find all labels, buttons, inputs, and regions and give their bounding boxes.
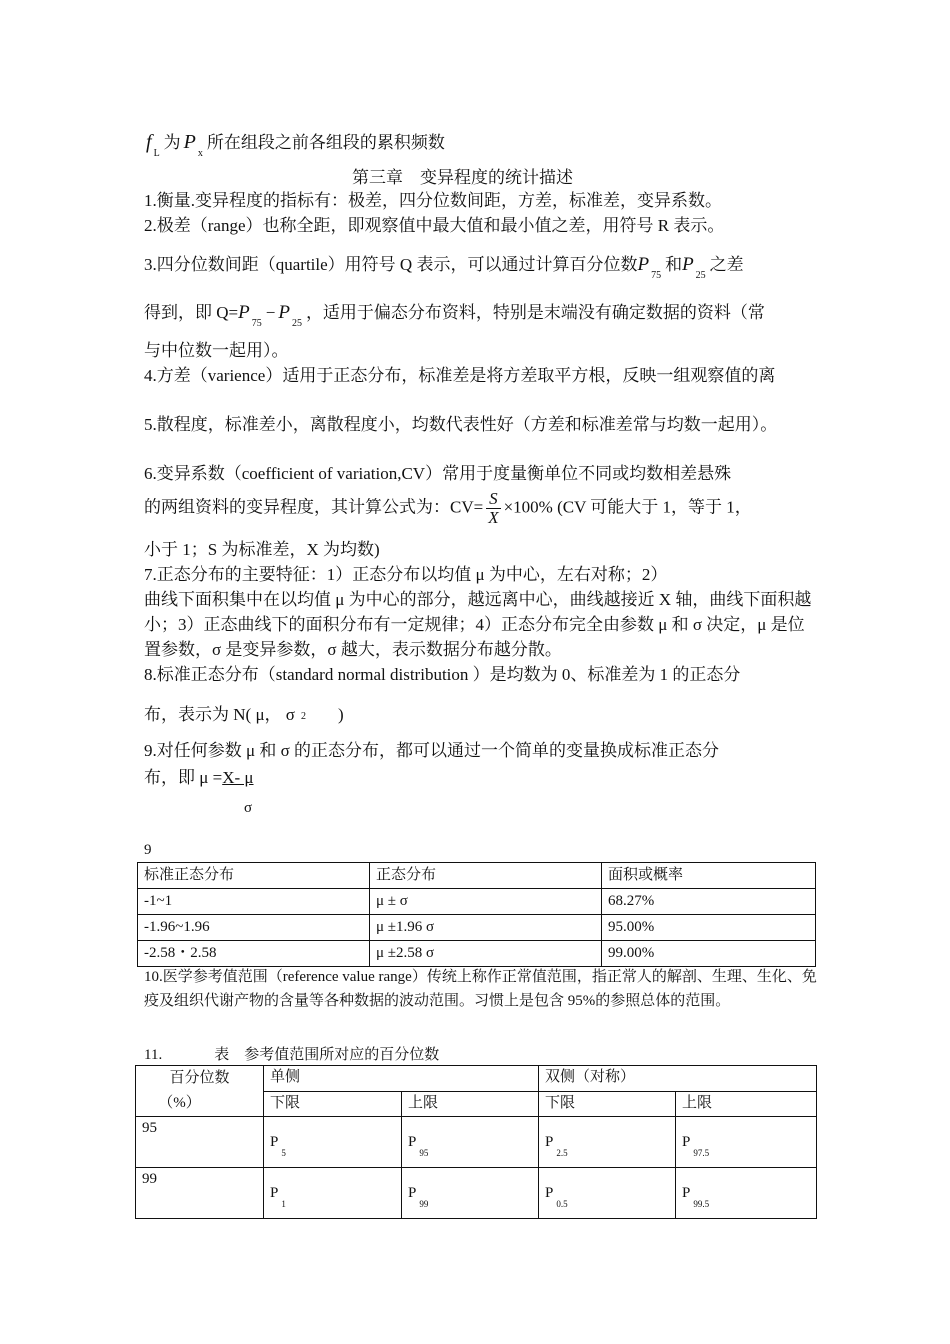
item-7-body: 曲线下面积集中在以均值 μ 为中心的部分，越远离中心，曲线越接近 X 轴，曲线下面积越小；3）正态曲线下的面积分布有一定规律；4）正态分布完全由参数 μ 和 σ 决定，μ 是位置参数，σ 是变异参数，σ 越大，表示数据分布越分散。 — [144, 590, 812, 659]
percentile-header-label: 百分位数 — [169, 1070, 230, 1086]
p-symbol: P — [408, 1134, 417, 1150]
item-10: 10.医学参考值范围（reference value range）传统上称作正常值范围，指正常人的解剖、生理、生化、免疫及组织代谢产物的含量等各种数据的波动范围。习惯上是包含 95%的参照总体的范围。 — [144, 969, 817, 1009]
table-cell: 95.00% — [602, 915, 816, 941]
p-subscript: 97.5 — [693, 1148, 710, 1158]
table-cell — [539, 1168, 676, 1219]
item-1: 1.衡量.变异程度的指标有：极差，四分位数间距，方差，标准差，变异系数。 — [144, 191, 722, 210]
table-cell: μ ± σ — [370, 889, 602, 915]
table-cell — [402, 1168, 539, 1219]
table-cell — [539, 1117, 676, 1168]
item-3b-rest: ，适用于偏态分布资料，特别是末端没有确定数据的资料（常 — [305, 303, 765, 322]
item-11-number: 11. — [144, 1047, 163, 1063]
table-row — [138, 915, 816, 941]
f-subscript: L — [153, 148, 160, 159]
chapter-title: 第三章 变异程度的统计描述 — [352, 168, 573, 187]
table-cell — [676, 1117, 817, 1168]
table-cell — [264, 1168, 402, 1219]
table-cell: μ ±1.96 σ — [370, 915, 602, 941]
table1-header-row — [138, 863, 816, 889]
item-9-line2 — [144, 763, 254, 788]
cv-numerator: S — [486, 490, 500, 509]
table-cell: 99.00% — [602, 941, 816, 967]
table-cell — [264, 1117, 402, 1168]
item-3-he: 和 — [665, 255, 683, 274]
p-symbol: P — [183, 131, 196, 153]
item-2: 2.极差（range）也称全距，即观察值中最大值和最小值之差，用符号 R 表示。 — [144, 216, 725, 235]
single-upper-header: 上限 — [402, 1092, 539, 1117]
item-6-line3: 小于 1；S 为标准差，X 为均数) — [144, 540, 380, 559]
top-line — [146, 128, 445, 159]
p-subscript: 5 — [281, 1148, 286, 1158]
table-cell: -1~1 — [138, 889, 370, 915]
single-sided-header: 单侧 — [264, 1066, 539, 1092]
p75-subscript: 75 — [651, 270, 662, 281]
table-cell: -1.96~1.96 — [138, 915, 370, 941]
p-symbol: P — [270, 1134, 279, 1150]
p25-subscript-2: 25 — [291, 318, 302, 329]
table2-header-row1 — [136, 1066, 817, 1092]
percentile-cell: 99 — [136, 1168, 264, 1219]
p75-symbol: P — [637, 254, 650, 275]
table-cell — [676, 1168, 817, 1219]
item-6b-text: 的两组资料的变异程度，其计算公式为：CV= — [144, 497, 484, 517]
p25-symbol: P — [682, 254, 694, 275]
double-sided-header: 双侧（对称） — [539, 1066, 817, 1092]
item-6b-rest: ×100% (CV 可能大于 1，等于 1， — [503, 497, 752, 517]
cv-fraction — [486, 490, 500, 527]
p-symbol: P — [545, 1185, 554, 1201]
p-subscript: 1 — [281, 1199, 286, 1209]
item-3-line3: 与中位数一起用）。 — [144, 341, 289, 360]
table-row — [136, 1117, 817, 1168]
percentile-header-cell — [136, 1066, 264, 1117]
item-8b-text: 布，表示为 N( μ， σ — [144, 705, 295, 724]
item-8b-close: ) — [337, 705, 344, 724]
z-numerator: X- μ — [222, 768, 254, 787]
p-symbol: P — [545, 1134, 554, 1150]
percentile-cell: 95 — [136, 1117, 264, 1168]
reference-percentile-table — [135, 1065, 817, 1219]
table1-header-cell: 正态分布 — [370, 863, 602, 889]
table-row — [138, 889, 816, 915]
item-8-line1: 8.标准正态分布（standard normal distribution ）是均数为 0、标准差为 1 的正态分 — [144, 665, 741, 684]
p-symbol: P — [682, 1134, 691, 1150]
table1-label: 9 — [144, 842, 152, 858]
item-6-line2 — [144, 490, 752, 527]
item-3-line1 — [144, 250, 744, 281]
p-symbol: P — [270, 1185, 279, 1201]
table-cell: -2.58・2.58 — [138, 941, 370, 967]
item-4: 4.方差（varience）适用于正态分布，标准差是将方差取平方根，反映一组观察值的离 — [144, 366, 776, 385]
item-9b-text: 布，即 μ = — [144, 768, 223, 787]
p-subscript: 99 — [419, 1199, 429, 1209]
table1-header-cell: 面积或概率 — [602, 863, 816, 889]
double-upper-header: 上限 — [676, 1092, 817, 1117]
single-lower-header: 下限 — [264, 1092, 402, 1117]
p-symbol: P — [682, 1185, 691, 1201]
p-symbol: P — [408, 1185, 417, 1201]
table-cell — [402, 1117, 539, 1168]
p-subscript: x — [197, 148, 203, 159]
table2-title: 表 参考值范围所对应的百分位数 — [214, 1047, 440, 1063]
normal-distribution-table — [137, 862, 816, 967]
p25-symbol-2: P — [278, 302, 290, 323]
item-3-zhicha: 之差 — [709, 255, 744, 274]
p-subscript: 95 — [419, 1148, 429, 1158]
top-line-rest: 所在组段之前各组段的累积频数 — [206, 133, 445, 152]
p-subscript: 0.5 — [556, 1199, 568, 1209]
item-9-line1: 9.对任何参数 μ 和 σ 的正态分布，都可以通过一个简单的变量换成标准正态分 — [144, 741, 720, 760]
p-subscript: 99.5 — [693, 1199, 710, 1209]
item-3b-text: 得到，即 Q= — [144, 303, 239, 322]
percentile-unit-label: （%） — [158, 1095, 201, 1111]
p75-subscript-2: 75 — [251, 318, 262, 329]
p-subscript: 2.5 — [556, 1148, 568, 1158]
table-row — [136, 1168, 817, 1219]
table-cell: μ ±2.58 σ — [370, 941, 602, 967]
minus-sign: − — [265, 303, 276, 322]
item-3-text: 3.四分位数间距（quartile）用符号 Q 表示，可以通过计算百分位数 — [144, 255, 638, 274]
item-11 — [144, 1043, 439, 1064]
z-denominator: σ — [244, 800, 253, 816]
table1-header-cell: 标准正态分布 — [138, 863, 370, 889]
item-8-line2 — [144, 700, 344, 725]
top-line-wei: 为 — [163, 133, 181, 152]
table-row — [138, 941, 816, 967]
p75-symbol-2: P — [238, 302, 250, 323]
f-symbol: f — [146, 131, 152, 153]
p25-subscript: 25 — [695, 270, 706, 281]
item-7-line1: 7.正态分布的主要特征：1）正态分布以均值 μ 为中心，左右对称；2） — [144, 565, 668, 584]
double-lower-header: 下限 — [539, 1092, 676, 1117]
sigma-squared-exponent: 2 — [300, 711, 306, 722]
item-3-line2 — [144, 298, 765, 329]
item-5: 5.散程度，标准差小，离散程度小，均数代表性好（方差和标准差常与均数一起用）。 — [144, 415, 778, 434]
cv-denominator: X — [488, 508, 499, 527]
table-cell: 68.27% — [602, 889, 816, 915]
item-6-line1: 6.变异系数（coefficient of variation,CV）常用于度量衡单位不同或均数相差悬殊 — [144, 464, 732, 483]
